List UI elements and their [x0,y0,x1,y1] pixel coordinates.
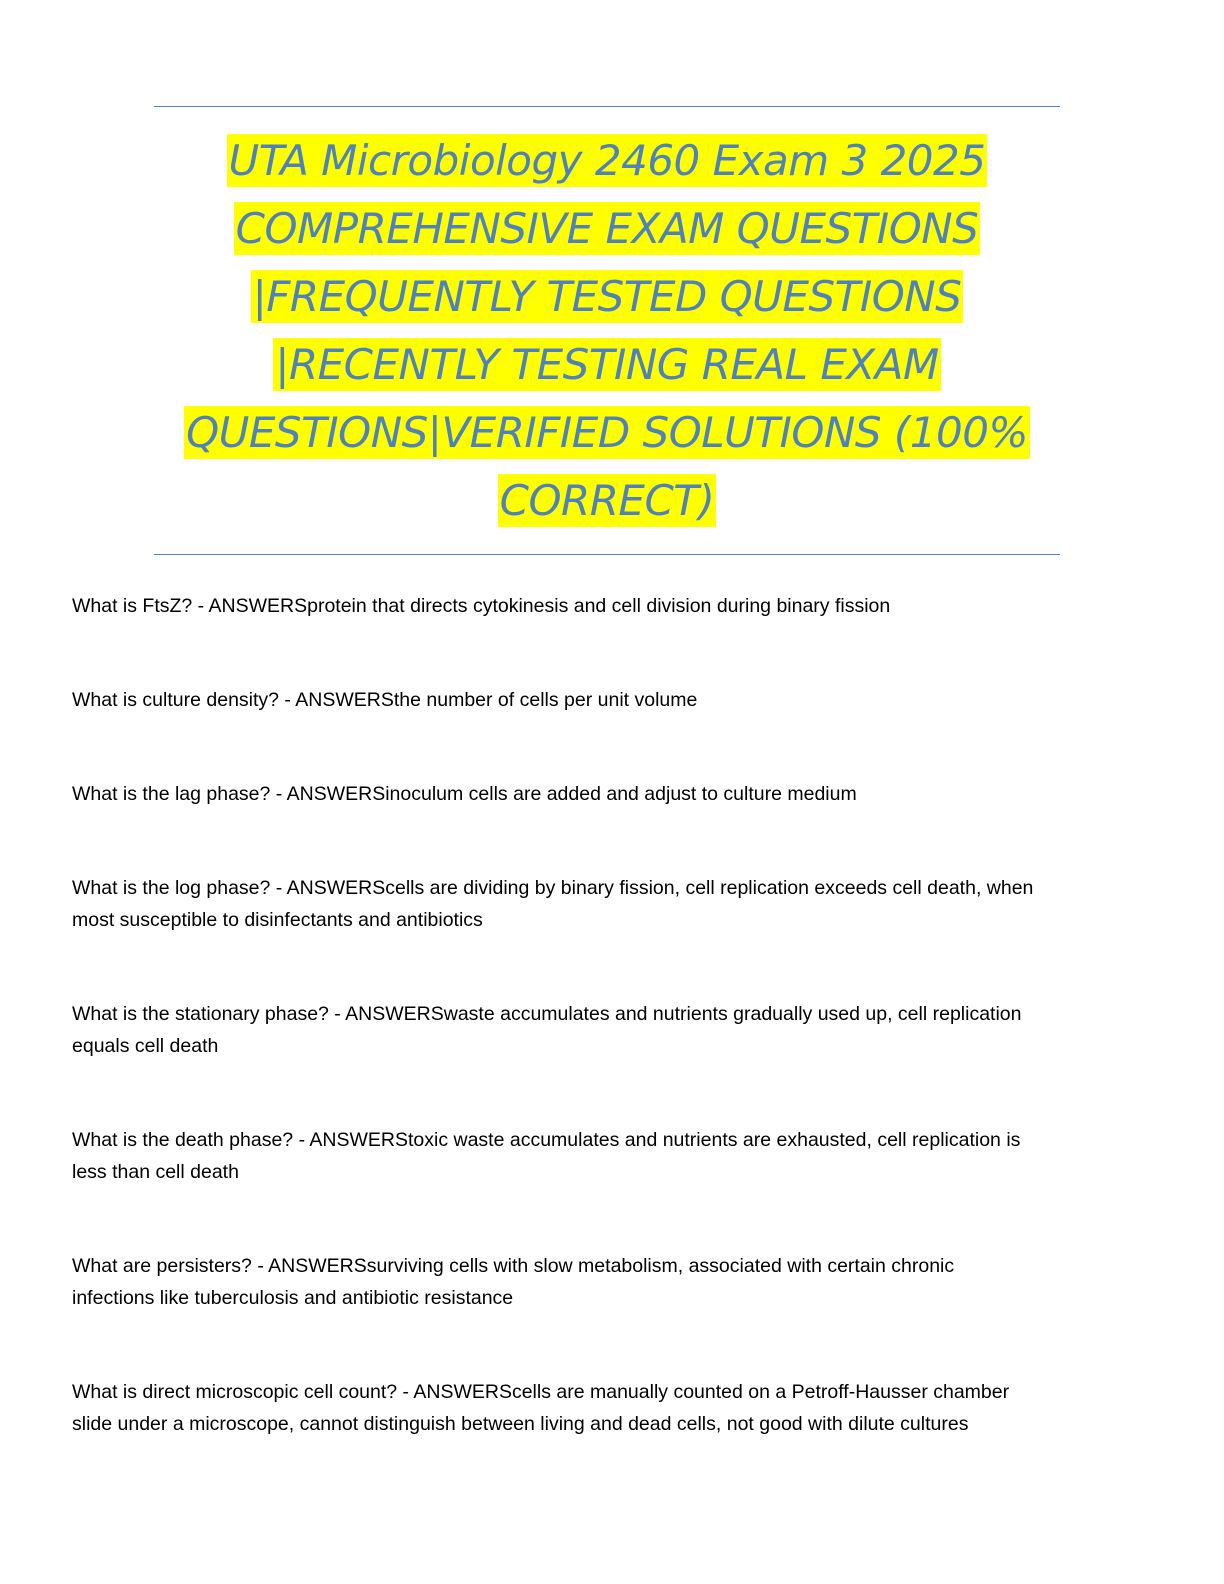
title-line [154,399,1060,467]
title-line-text: |RECENTLY TESTING REAL EXAM [275,340,939,389]
title-line [154,195,1060,263]
qa-item [72,998,1152,1124]
qa-item [72,872,1152,998]
qa-line: What is the stationary phase? - ANSWERSwaste accumulates and nutrients gradually used up, cell replication [72,1003,1022,1025]
qa-line: What are persisters? - ANSWERSsurviving cells with slow metabolism, associated with certain chronic [72,1255,955,1277]
title-line-text: UTA Microbiology 2460 Exam 3 2025 [228,136,986,185]
qa-line: What is the lag phase? - ANSWERSinoculum cells are added and adjust to culture medium [72,783,857,805]
qa-item [72,1250,1152,1376]
qa-line: What is direct microscopic cell count? - ANSWERScells are manually counted on a Petroff-Hausser chamber [72,1381,1010,1403]
question-answer-list [72,590,1152,1502]
qa-item [72,778,1152,872]
title-top-rule [154,106,1060,107]
title-line [154,467,1060,535]
qa-line: less than cell death [72,1161,239,1183]
qa-item [72,1376,1152,1502]
title-line-text: CORRECT) [499,476,715,525]
title-line-text: COMPREHENSIVE EXAM QUESTIONS [235,204,979,253]
qa-item [72,590,1152,684]
qa-line: What is culture density? - ANSWERSthe number of cells per unit volume [72,689,698,711]
qa-line: slide under a microscope, cannot distinguish between living and dead cells, not good with dilute cultures [72,1413,969,1435]
qa-line: equals cell death [72,1035,219,1057]
title-line-text: |FREQUENTLY TESTED QUESTIONS [252,272,962,321]
qa-item [72,1124,1152,1250]
qa-line: infections like tuberculosis and antibiotic resistance [72,1287,514,1309]
title-line [154,263,1060,331]
title-bottom-rule [154,554,1060,555]
qa-line: most susceptible to disinfectants and antibiotics [72,909,483,931]
title-line-text: QUESTIONS|VERIFIED SOLUTIONS (100% [186,408,1028,457]
qa-line: What is the death phase? - ANSWERStoxic waste accumulates and nutrients are exhausted, cell replication is [72,1129,1021,1151]
title-line [154,331,1060,399]
title-line [154,127,1060,195]
qa-line: What is FtsZ? - ANSWERSprotein that directs cytokinesis and cell division during binary fission [72,595,891,617]
document-title [154,127,1060,535]
qa-item [72,684,1152,778]
qa-line: What is the log phase? - ANSWERScells are dividing by binary fission, cell replication exceeds cell death, when [72,877,1034,899]
